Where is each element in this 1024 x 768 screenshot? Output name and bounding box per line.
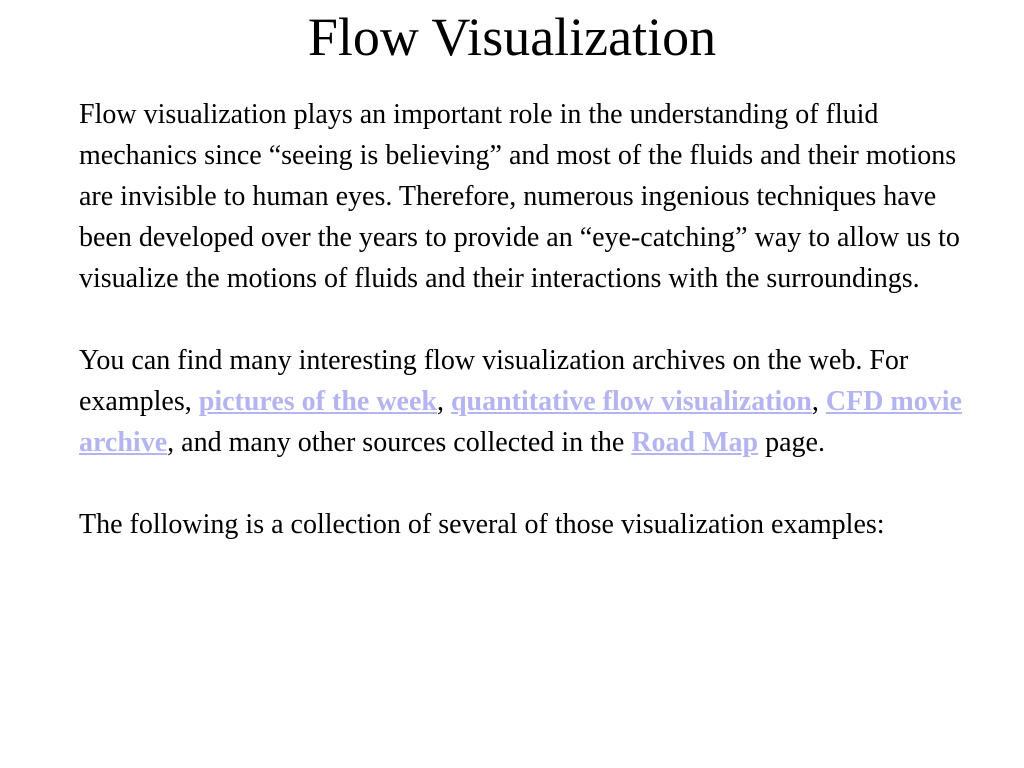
archives-paragraph [79,340,974,463]
archives-outro-text: page. [758,427,825,458]
separator-text: , [811,386,826,417]
road-map-link[interactable]: Road Map [631,427,759,458]
intro-paragraph: Flow visualization plays an important role in the understanding of fluid mechanics since “seeing is believing” and most of the fluids and their motions are invisible to human eyes. Therefore, numerous ingenious techniques have been developed over the years to provide an “eye-catching” way to allow us to visualize the motions of fluids and their interactions with the surroundings. [79,99,960,294]
slide-body [79,94,974,545]
collection-paragraph: The following is a collection of several of those visualization examples: [79,509,885,540]
quantitative-flow-visualization-link[interactable]: quantitative flow visualization [450,386,812,417]
cfd-movie-archive-link[interactable]: CFD movie archive [79,386,962,458]
archives-intro-text: You can find many interesting flow visualization archives on the web. For examples, [79,345,909,417]
slide-title: Flow Visualization [307,7,717,67]
separator-text: , [436,386,451,417]
archives-mid-text: , and many other sources collected in the [167,427,632,458]
pictures-of-the-week-link[interactable]: pictures of the week [198,386,437,417]
